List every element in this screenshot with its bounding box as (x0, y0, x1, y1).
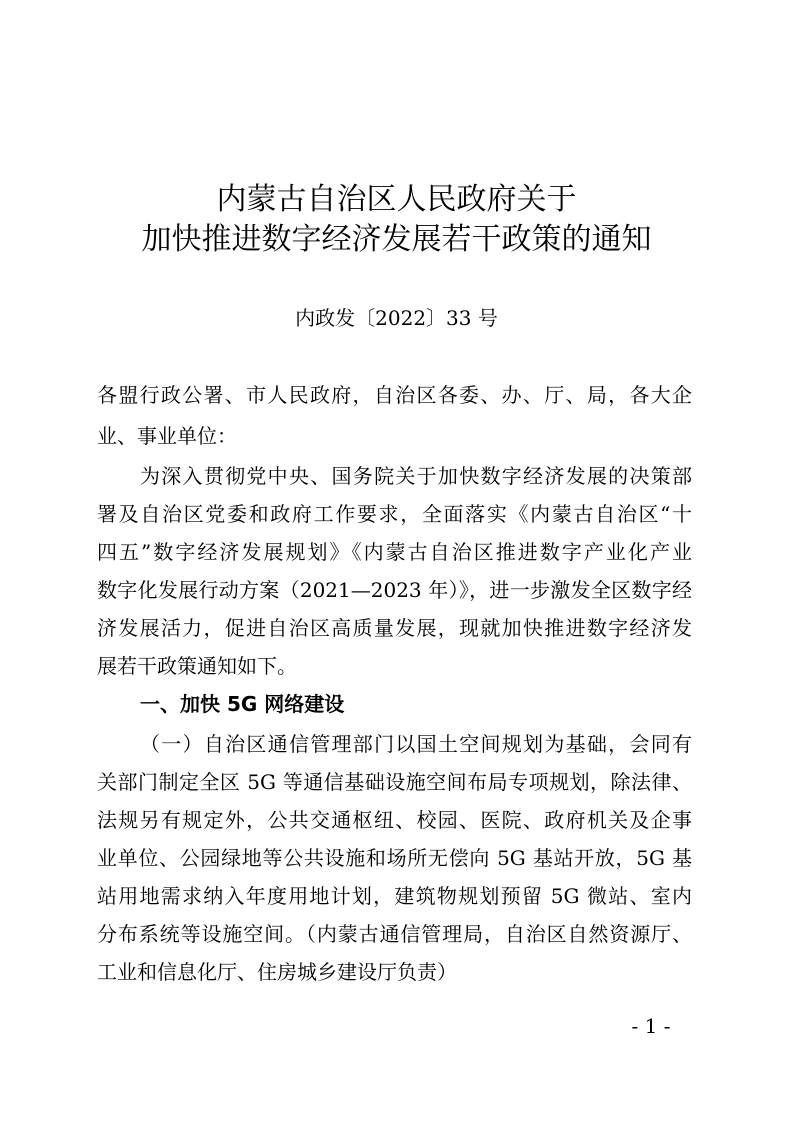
intro-line-6: 展若干政策通知如下。 (97, 654, 297, 678)
section-heading-1: 一、加快 5G 网络建设 (140, 692, 345, 716)
item-1-line-4: 业单位、公园绿地等公共设施和场所无偿向 5G 基站开放，5G 基 (97, 846, 692, 870)
intro-line-1: 为深入贯彻党中央、国务院关于加快数字经济发展的决策部 (140, 464, 692, 488)
addressee-line-2: 业、事业单位： (97, 424, 237, 448)
intro-line-3: 四五”数字经济发展规划》《内蒙古自治区推进数字产业化产业 (97, 540, 692, 564)
addressee-line-1: 各盟行政公署、市人民政府，自治区各委、办、厅、局，各大企 (97, 383, 692, 407)
item-1-line-3: 法规另有规定外，公共交通枢纽、校园、医院、政府机关及企事 (97, 808, 692, 832)
document-number: 内政发〔2022〕33 号 (295, 306, 498, 330)
item-1-line-5: 站用地需求纳入年度用地计划，建筑物规划预留 5G 微站、室内 (97, 884, 692, 908)
intro-line-2: 署及自治区党委和政府工作要求，全面落实《内蒙古自治区“十 (97, 502, 692, 526)
item-1-line-7: 工业和信息化厅、住房城乡建设厅负责） (97, 960, 457, 984)
intro-line-4: 数字化发展行动方案（2021—2023 年）》，进一步激发全区数字经 (97, 578, 692, 602)
intro-line-5: 济发展活力，促进自治区高质量发展，现就加快推进数字经济发 (97, 616, 692, 640)
page-number: - 1 - (631, 1014, 671, 1038)
item-1-line-1: （一）自治区通信管理部门以国土空间规划为基础，会同有 (140, 732, 692, 756)
item-1-line-6: 分布系统等设施空间。（内蒙古通信管理局，自治区自然资源厅、 (97, 922, 692, 946)
document-title-line-2: 加快推进数字经济发展若干政策的通知 (141, 222, 652, 257)
item-1-line-2: 关部门制定全区 5G 等通信基础设施空间布局专项规划，除法律、 (97, 770, 692, 794)
document-title-line-1: 内蒙古自治区人民政府关于 (216, 182, 577, 217)
